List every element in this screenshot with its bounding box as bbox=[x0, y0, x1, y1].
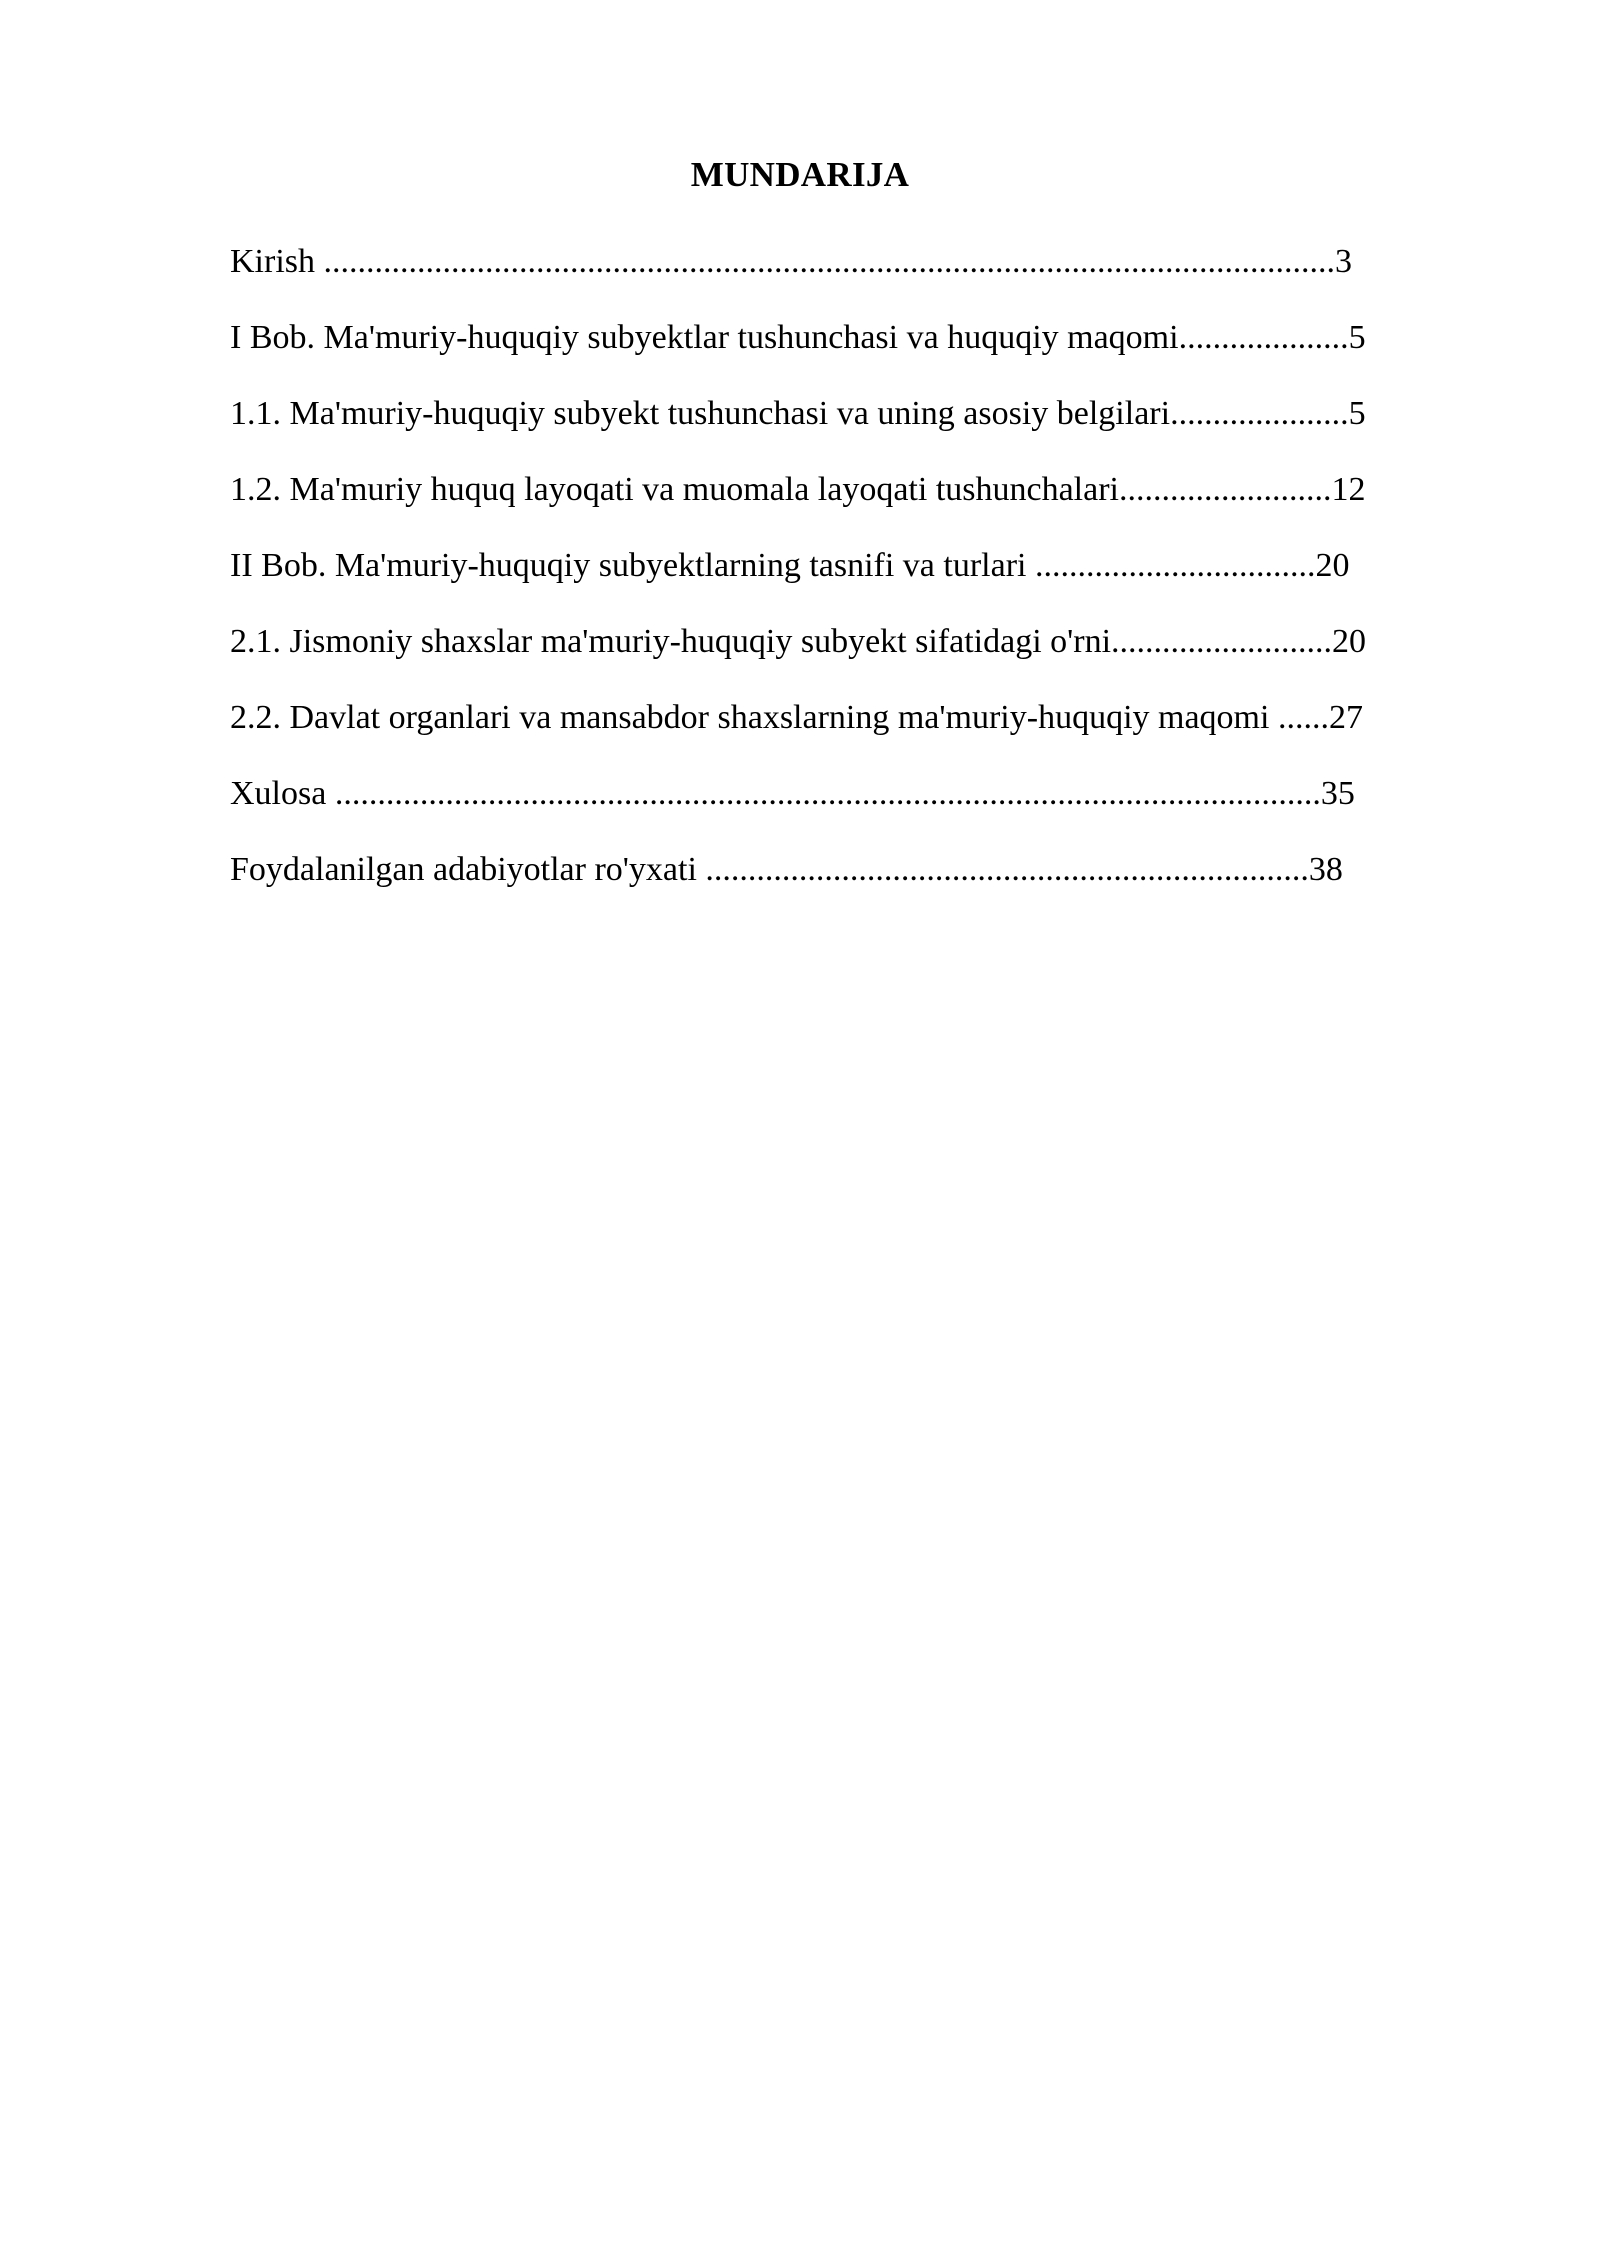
toc-entry-1-2[interactable]: 1.2. Ma'muriy huquq layoqati va muomala layoqati tushunchalari.........................12 bbox=[230, 471, 1366, 508]
page-title: MUNDARIJA bbox=[690, 155, 910, 194]
toc-entry-2-1[interactable]: 2.1. Jismoniy shaxslar ma'muriy-huquqiy subyekt sifatidagi o'rni..........................20 bbox=[230, 623, 1367, 660]
toc-entry-bob-1[interactable]: I Bob. Ma'muriy-huquqiy subyektlar tushunchasi va huquqiy maqomi....................5 bbox=[230, 319, 1366, 356]
toc-entry-bob-2[interactable]: II Bob. Ma'muriy-huquqiy subyektlarning tasnifi va turlari .................................20 bbox=[230, 547, 1350, 584]
toc-entry-2-2[interactable]: 2.2. Davlat organlari va mansabdor shaxslarning ma'muriy-huquqiy maqomi ......27 bbox=[230, 699, 1363, 736]
toc-entry-xulosa[interactable]: Xulosa ....................................................................................................................35 bbox=[230, 775, 1355, 812]
toc-entry-1-1[interactable]: 1.1. Ma'muriy-huquqiy subyekt tushunchasi va uning asosiy belgilari.....................5 bbox=[230, 395, 1366, 432]
toc-entry-adabiyotlar[interactable]: Foydalanilgan adabiyotlar ro'yxati .......................................................................38 bbox=[230, 851, 1343, 888]
toc-entry-kirish[interactable]: Kirish .......................................................................................................................3 bbox=[230, 243, 1352, 280]
